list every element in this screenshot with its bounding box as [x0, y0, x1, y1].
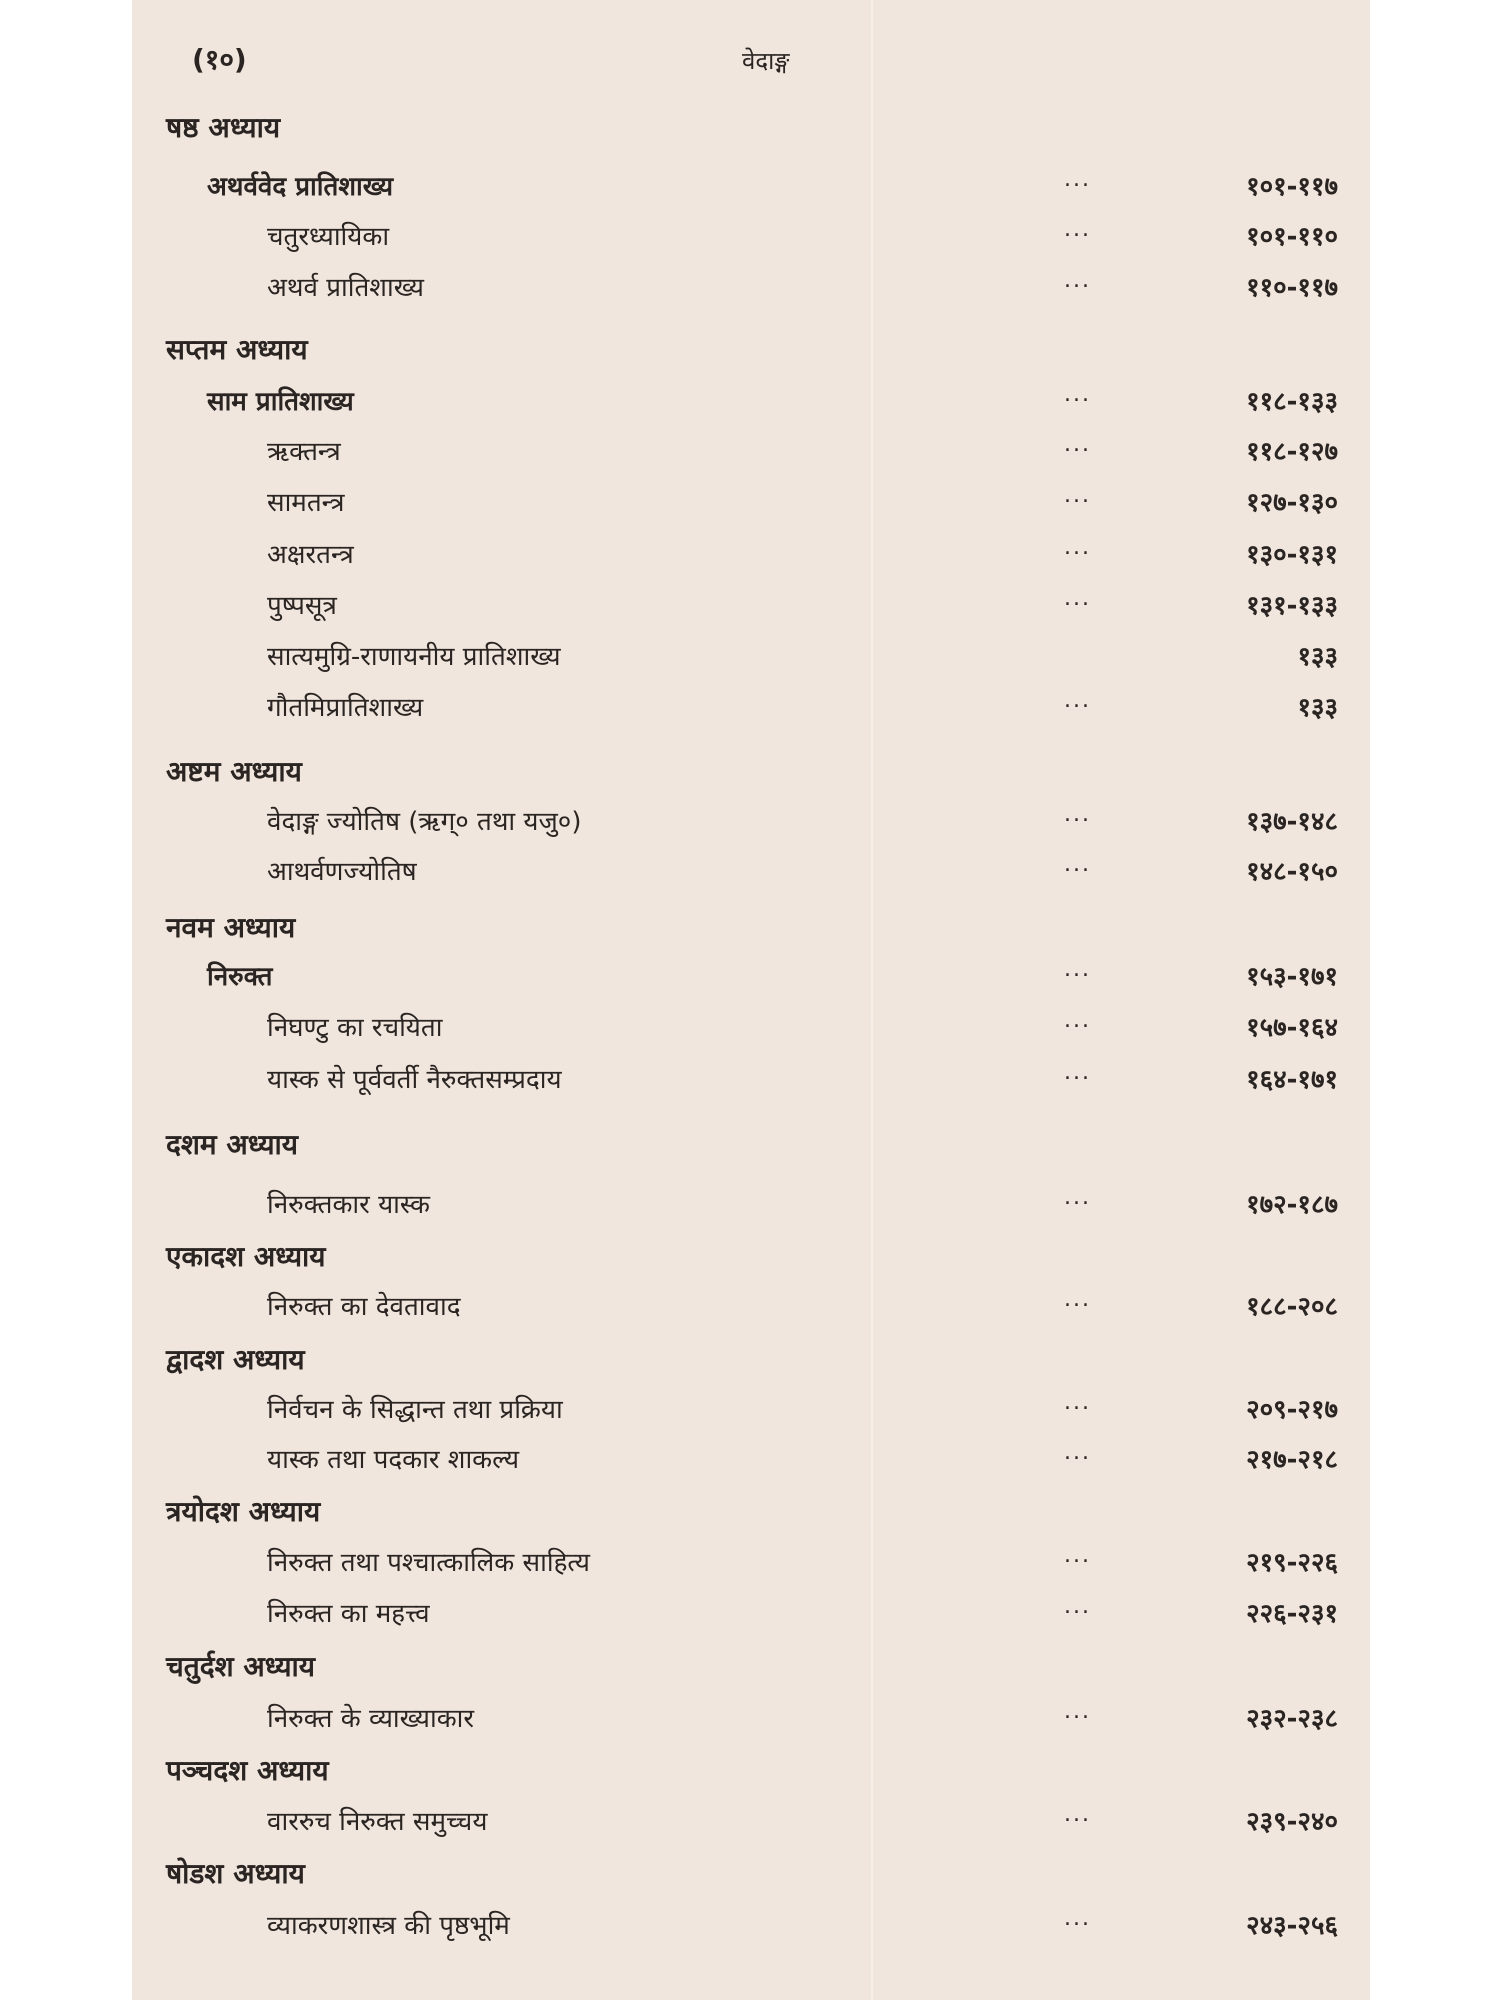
toc-page-range: १०१-११०	[1246, 222, 1338, 252]
toc-page-range: २१९-२२६	[1246, 1548, 1338, 1578]
toc-entry	[132, 1390, 1370, 1430]
toc-entry-title: निरुक्त तथा पश्चात्कालिक साहित्य	[267, 1548, 591, 1578]
running-header-title: वेदाङ्ग	[742, 47, 790, 75]
toc-page-range: ११०-११७	[1246, 273, 1338, 303]
toc-leader-dots: ...	[1064, 586, 1091, 611]
toc-entry-title: षोडश अध्याय	[166, 1857, 305, 1890]
toc-page-range: १२७-१३०	[1246, 488, 1338, 518]
toc-entry	[132, 688, 1370, 728]
toc-entry-title: एकादश अध्याय	[166, 1240, 326, 1273]
toc-entry	[132, 586, 1370, 626]
toc-entry	[132, 1185, 1370, 1225]
book-page	[132, 0, 1370, 2000]
toc-entry-title: सात्यमुग्रि-राणायनीय प्रातिशाख्य	[267, 642, 561, 672]
toc-leader-dots: ...	[1064, 688, 1091, 713]
toc-entry	[132, 167, 1370, 207]
toc-entry-title: चतुर्दश अध्याय	[166, 1650, 316, 1683]
toc-entry-title: दशम अध्याय	[166, 1128, 299, 1161]
toc-page-range: २१७-२१८	[1246, 1445, 1338, 1475]
toc-entry	[132, 382, 1370, 422]
toc-entry	[132, 637, 1370, 677]
toc-leader-dots: ...	[1064, 483, 1091, 508]
toc-entry-title: पञ्चदश अध्याय	[166, 1754, 329, 1787]
toc-leader-dots: ...	[1064, 1802, 1091, 1827]
toc-page-range: २३९-२४०	[1246, 1807, 1338, 1837]
toc-entry-title: गौतमिप्रातिशाख्य	[267, 693, 424, 723]
toc-leader-dots: ...	[1064, 1390, 1091, 1415]
toc-leader-dots: ...	[1064, 535, 1091, 560]
toc-entry	[132, 957, 1370, 997]
toc-entry-title: षष्ठ अध्याय	[166, 111, 281, 144]
toc-leader-dots: ...	[1064, 217, 1091, 242]
toc-entry-title: निरुक्तकार यास्क	[267, 1190, 430, 1220]
toc-entry	[132, 852, 1370, 892]
toc-page-range: १३०-१३१	[1246, 540, 1338, 570]
toc-entry-title: अष्टम अध्याय	[166, 755, 302, 788]
toc-page-range: १३७-१४८	[1246, 807, 1338, 837]
toc-chapter-heading	[132, 108, 1370, 148]
toc-entry	[132, 535, 1370, 575]
toc-entry-title: यास्क से पूर्ववर्ती नैरुक्तसम्प्रदाय	[267, 1065, 562, 1095]
page-number: (१०)	[192, 43, 247, 76]
toc-entry-title: अथर्ववेद प्रातिशाख्य	[207, 172, 394, 202]
toc-leader-dots: ...	[1064, 957, 1091, 982]
toc-entry-title: वेदाङ्ग ज्योतिष (ऋग्० तथा यजु०)	[267, 807, 582, 837]
toc-entry-title: निरुक्त का देवतावाद	[267, 1292, 461, 1322]
toc-leader-dots: ...	[1064, 167, 1091, 192]
toc-leader-dots: ...	[1064, 382, 1091, 407]
toc-page-range: १५३-१७१	[1246, 962, 1338, 992]
toc-page-range: १३३	[1297, 693, 1338, 723]
toc-leader-dots: ...	[1064, 1060, 1091, 1085]
toc-entry	[132, 432, 1370, 472]
toc-page-range: १५७-१६४	[1246, 1013, 1338, 1043]
toc-leader-dots: ...	[1064, 852, 1091, 877]
toc-entry-title: अक्षरतन्त्र	[267, 540, 354, 570]
toc-leader-dots: ...	[1064, 432, 1091, 457]
toc-entry-title: साम प्रातिशाख्य	[207, 387, 354, 417]
toc-leader-dots: ...	[1064, 1594, 1091, 1619]
toc-entry-title: यास्क तथा पदकार शाकल्य	[267, 1445, 520, 1475]
toc-chapter-heading	[132, 1854, 1370, 1894]
toc-entry	[132, 1699, 1370, 1739]
toc-entry	[132, 268, 1370, 308]
toc-entry	[132, 1440, 1370, 1480]
toc-page-range: २२६-२३१	[1246, 1599, 1338, 1629]
toc-entry	[132, 483, 1370, 523]
toc-page-range: १३१-१३३	[1246, 591, 1338, 621]
toc-entry	[132, 1543, 1370, 1583]
toc-page-range: १७२-१८७	[1246, 1190, 1338, 1220]
toc-entry	[132, 1802, 1370, 1842]
toc-leader-dots: ...	[1064, 1906, 1091, 1931]
toc-entry-title: वाररुच निरुक्त समुच्चय	[267, 1807, 488, 1837]
toc-entry-title: पुष्पसूत्र	[267, 591, 337, 621]
toc-chapter-heading	[132, 1125, 1370, 1165]
toc-leader-dots: ...	[1064, 1699, 1091, 1724]
toc-leader-dots: ...	[1064, 1185, 1091, 1210]
toc-leader-dots: ...	[1064, 1008, 1091, 1033]
toc-leader-dots: ...	[1064, 268, 1091, 293]
toc-entry-title: निर्वचन के सिद्धान्त तथा प्रक्रिया	[267, 1395, 563, 1425]
toc-entry-title: निरुक्त	[207, 962, 273, 992]
toc-entry	[132, 802, 1370, 842]
toc-page-range: १०१-११७	[1246, 172, 1338, 202]
toc-entry-title: निरुक्त के व्याख्याकार	[267, 1704, 475, 1734]
toc-entry	[132, 217, 1370, 257]
toc-entry-title: निरुक्त का महत्त्व	[267, 1599, 430, 1629]
toc-chapter-heading	[132, 1647, 1370, 1687]
toc-entry-title: नवम अध्याय	[166, 911, 296, 944]
toc-entry-title: ऋक्तन्त्र	[267, 437, 341, 467]
toc-page-range: ११८-१३३	[1246, 387, 1338, 417]
toc-page-range: २०९-२१७	[1246, 1395, 1338, 1425]
toc-entry-title: आथर्वणज्योतिष	[267, 857, 417, 887]
toc-entry-title: निघण्टु का रचयिता	[267, 1013, 443, 1043]
toc-entry	[132, 1008, 1370, 1048]
toc-page-range: १४८-१५०	[1246, 857, 1338, 887]
toc-entry-title: अथर्व प्रातिशाख्य	[267, 273, 424, 303]
toc-entry	[132, 1906, 1370, 1946]
toc-entry-title: द्वादश अध्याय	[166, 1343, 305, 1376]
toc-entry-title: सप्तम अध्याय	[166, 333, 308, 366]
toc-chapter-heading	[132, 1340, 1370, 1380]
toc-page-range: १६४-१७१	[1246, 1065, 1338, 1095]
toc-page-range: २४३-२५६	[1246, 1911, 1338, 1941]
toc-chapter-heading	[132, 1237, 1370, 1277]
toc-entry-title: चतुरध्यायिका	[267, 222, 390, 252]
toc-page-range: १८८-२०८	[1246, 1292, 1338, 1322]
toc-entry	[132, 1060, 1370, 1100]
toc-chapter-heading	[132, 752, 1370, 792]
toc-entry	[132, 1594, 1370, 1634]
toc-leader-dots: ...	[1064, 1287, 1091, 1312]
toc-entry-title: त्रयोदश अध्याय	[166, 1495, 321, 1528]
toc-chapter-heading	[132, 908, 1370, 948]
toc-page-range: १३३	[1297, 642, 1338, 672]
toc-page-range: २३२-२३८	[1246, 1704, 1338, 1734]
toc-chapter-heading	[132, 1492, 1370, 1532]
toc-leader-dots: ...	[1064, 802, 1091, 827]
toc-entry-title: सामतन्त्र	[267, 488, 345, 518]
toc-leader-dots: ...	[1064, 1543, 1091, 1568]
toc-chapter-heading	[132, 330, 1370, 370]
toc-leader-dots: ...	[1064, 1440, 1091, 1465]
toc-chapter-heading	[132, 1751, 1370, 1791]
toc-entry	[132, 1287, 1370, 1327]
toc-entry-title: व्याकरणशास्त्र की पृष्ठभूमि	[267, 1911, 510, 1941]
toc-page-range: ११८-१२७	[1246, 437, 1338, 467]
